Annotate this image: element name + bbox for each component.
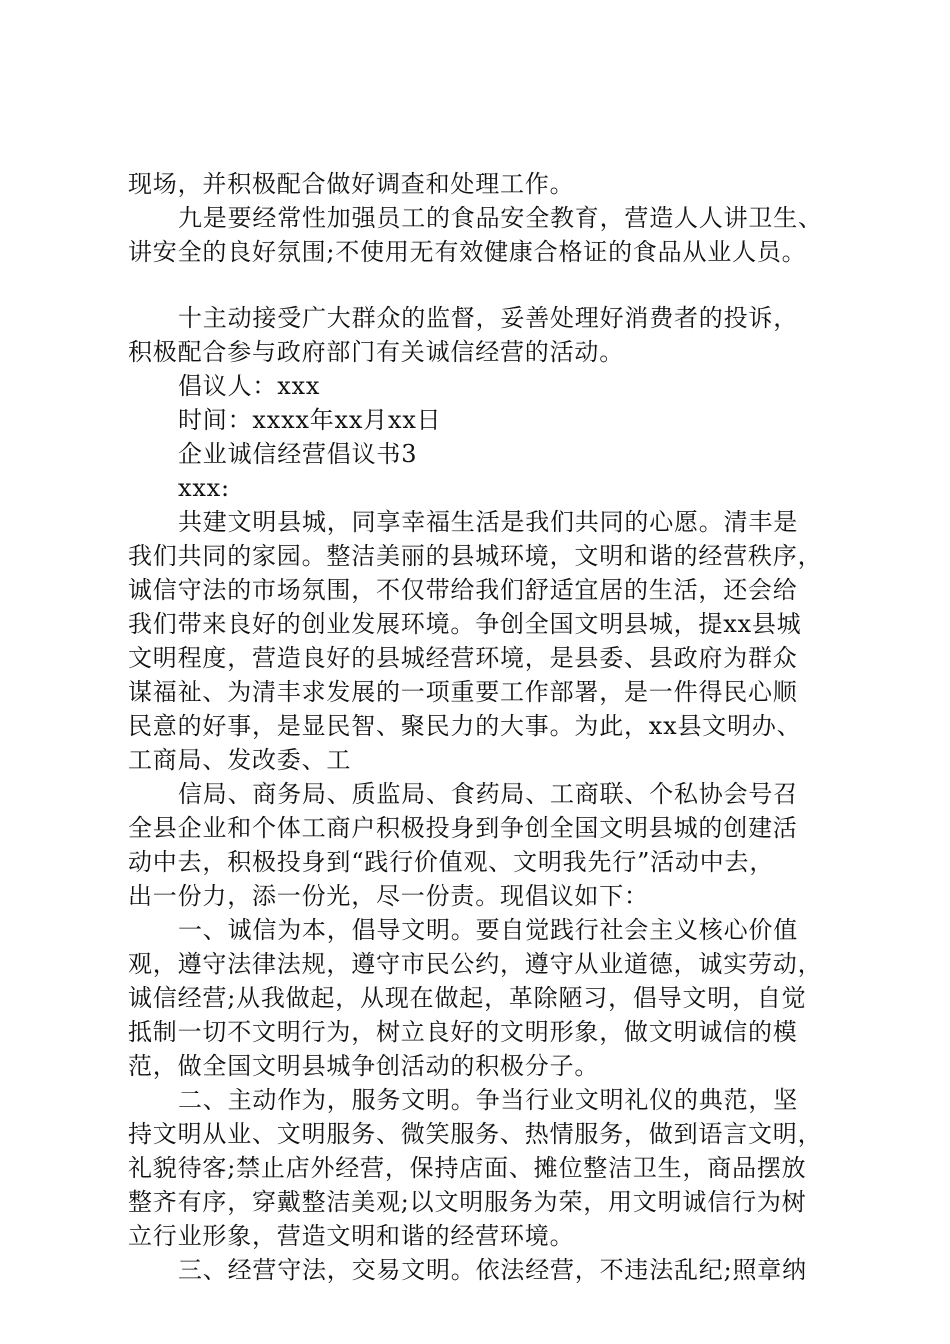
paragraph-line: 二、主动作为，服务文明。争当行业文明礼仪的典范，坚 — [178, 1086, 798, 1114]
paragraph-line: 一、诚信为本，倡导文明。要自觉践行社会主义核心价值 — [178, 916, 798, 944]
paragraph-line: 整齐有序，穿戴整洁美观;以文明服务为荣，用文明诚信行为树 — [128, 1188, 807, 1216]
date-line: 时间：xxxx年xx月xx日 — [178, 406, 442, 434]
paragraph-line: 诚信经营;从我做起，从现在做起，革除陋习，倡导文明，自觉 — [128, 984, 807, 1012]
salutation: xxx: — [178, 474, 230, 502]
paragraph-line: 出一份力，添一份光，尽一份责。现倡议如下： — [128, 882, 649, 910]
paragraph-line: 三、经营守法，交易文明。依法经营，不违法乱纪;照章纳 — [178, 1256, 807, 1284]
paragraph-line: 文明程度，营造良好的县城经营环境，是县委、县政府为群众 — [128, 644, 798, 672]
paragraph-line: 讲安全的良好氛围;不使用无有效健康合格证的食品从业人员。 — [128, 238, 807, 266]
paragraph-line: 诚信守法的市场氛围，不仅带给我们舒适宜居的生活，还会给 — [128, 576, 798, 604]
proposer-line: 倡议人：xxx — [178, 372, 321, 400]
paragraph-line: 共建文明县城，同享幸福生活是我们共同的心愿。清丰是 — [178, 508, 798, 536]
paragraph-line: 我们带来良好的创业发展环境。争创全国文明县城，提xx县城 — [128, 610, 802, 638]
paragraph-line: 工商局、发改委、工 — [128, 746, 352, 774]
paragraph-line: 全县企业和个体工商户积极投身到争创全国文明县城的创建活 — [128, 814, 798, 842]
paragraph-line: 观，遵守法律法规，遵守市民公约，遵守从业道德，诚实劳动， — [128, 950, 823, 978]
paragraph-line: 我们共同的家园。整洁美丽的县城环境，文明和谐的经营秩序， — [128, 542, 823, 570]
paragraph-line: 动中去，积极投身到“践行价值观、文明我先行”活动中去， — [128, 848, 775, 876]
paragraph-gap — [128, 269, 833, 301]
paragraph-line: 持文明从业、文明服务、微笑服务、热情服务，做到语言文明， — [128, 1120, 823, 1148]
paragraph-line: 抵制一切不文明行为，树立良好的文明形象，做文明诚信的模 — [128, 1018, 798, 1046]
paragraph-line: 信局、商务局、质监局、食药局、工商联、个私协会号召 — [178, 780, 798, 808]
paragraph-line: 积极配合参与政府部门有关诚信经营的活动。 — [128, 338, 624, 366]
section-title: 企业诚信经营倡议书3 — [178, 440, 418, 468]
paragraph-line: 范，做全国文明县城争创活动的积极分子。 — [128, 1052, 600, 1080]
paragraph-line: 现场，并积极配合做好调查和处理工作。 — [128, 170, 575, 198]
document-body — [128, 167, 833, 1287]
paragraph-line: 立行业形象，营造文明和谐的经营环境。 — [128, 1222, 575, 1250]
paragraph-line: 礼貌待客;禁止店外经营，保持店面、摊位整洁卫生，商品摆放 — [128, 1154, 807, 1182]
paragraph-line: 民意的好事，是显民智、聚民力的大事。为此，xx县文明办、 — [128, 712, 802, 740]
paragraph-line: 九是要经常性加强员工的食品安全教育，营造人人讲卫生、 — [178, 204, 823, 232]
paragraph-line: 十主动接受广大群众的监督，妥善处理好消费者的投诉， — [178, 304, 798, 332]
paragraph-line: 谋福祉、为清丰求发展的一项重要工作部署，是一件得民心顺 — [128, 678, 798, 706]
